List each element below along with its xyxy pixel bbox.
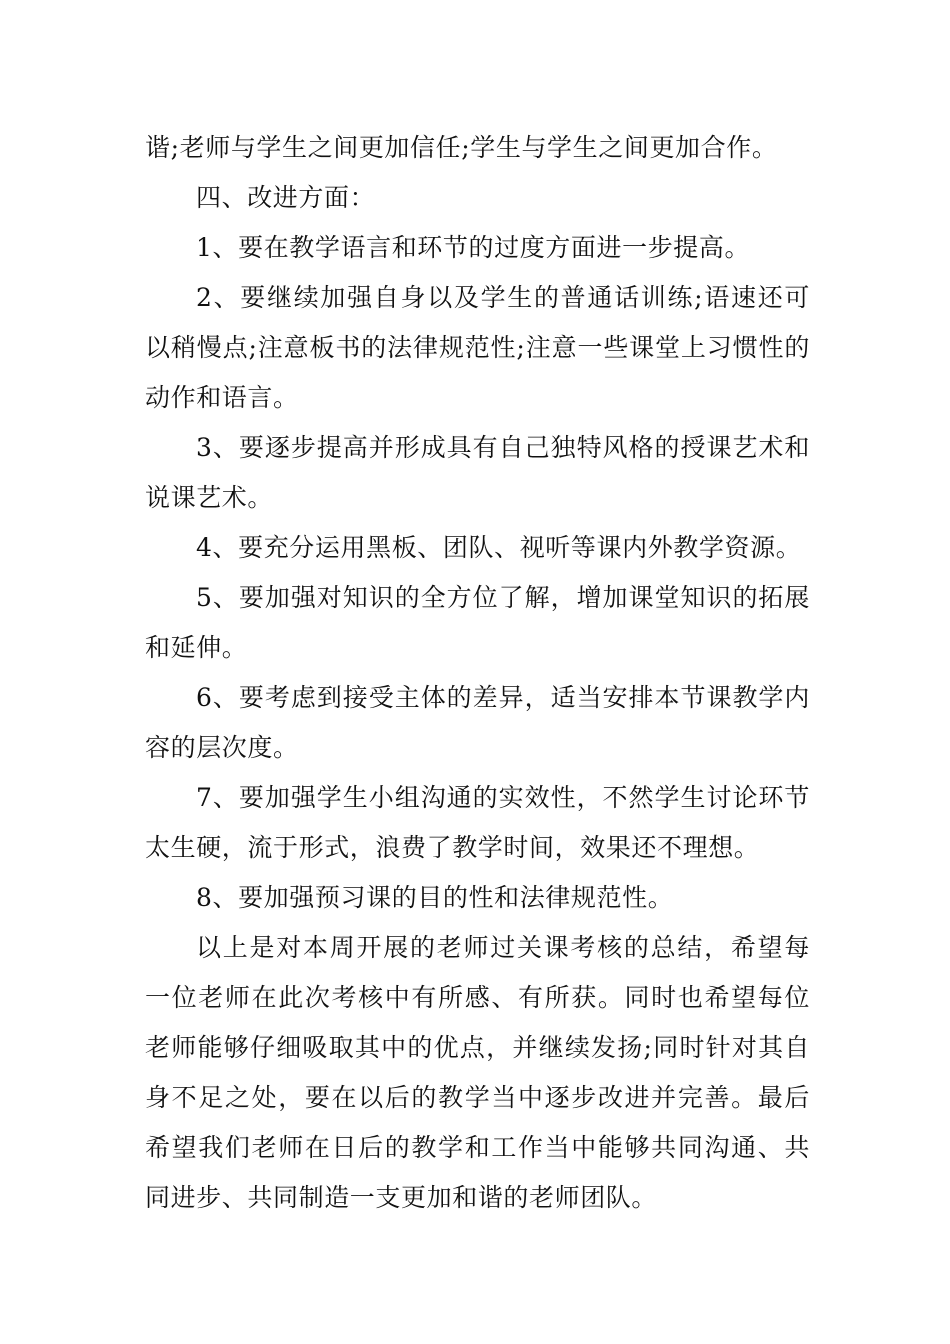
list-item-1: 1、要在教学语言和环节的过度方面进一步提高。 [196,233,751,262]
list-item-8: 8、要加强预习课的目的性和法律规范性。 [196,883,674,912]
closing-paragraph: 以上是对本周开展的老师过关课考核的总结，希望每一位老师在此次考核中有所感、有所获。同时也希望每位老师能够仔细吸取其中的优点，并继续发扬;同时针对其自身不足之处，要在以后的教学当中逐步改进并完善。最后希望我们老师在日后的教学和工作当中能够共同沟通、共同进步、共同制造一支更加和谐的老师团队。 [145,933,810,1212]
document-body [145,123,810,1223]
paragraph-continuation: 谐;老师与学生之间更加信任;学生与学生之间更加合作。 [145,133,778,162]
list-item-6: 6、要考虑到接受主体的差异，适当安排本节课教学内容的层次度。 [145,683,810,762]
list-item-3: 3、要逐步提高并形成具有自己独特风格的授课艺术和说课艺术。 [145,433,810,512]
list-item-7: 7、要加强学生小组沟通的实效性，不然学生讨论环节太生硬，流于形式，浪费了教学时间，效果还不理想。 [145,783,810,862]
section-heading-improvements: 四、改进方面： [196,183,376,212]
list-item-5: 5、要加强对知识的全方位了解，增加课堂知识的拓展和延伸。 [145,583,810,662]
list-item-4: 4、要充分运用黑板、团队、视听等课内外教学资源。 [196,533,802,562]
list-item-2: 2、要继续加强自身以及学生的普通话训练;语速还可以稍慢点;注意板书的法律规范性;注意一些课堂上习惯性的动作和语言。 [145,283,810,412]
